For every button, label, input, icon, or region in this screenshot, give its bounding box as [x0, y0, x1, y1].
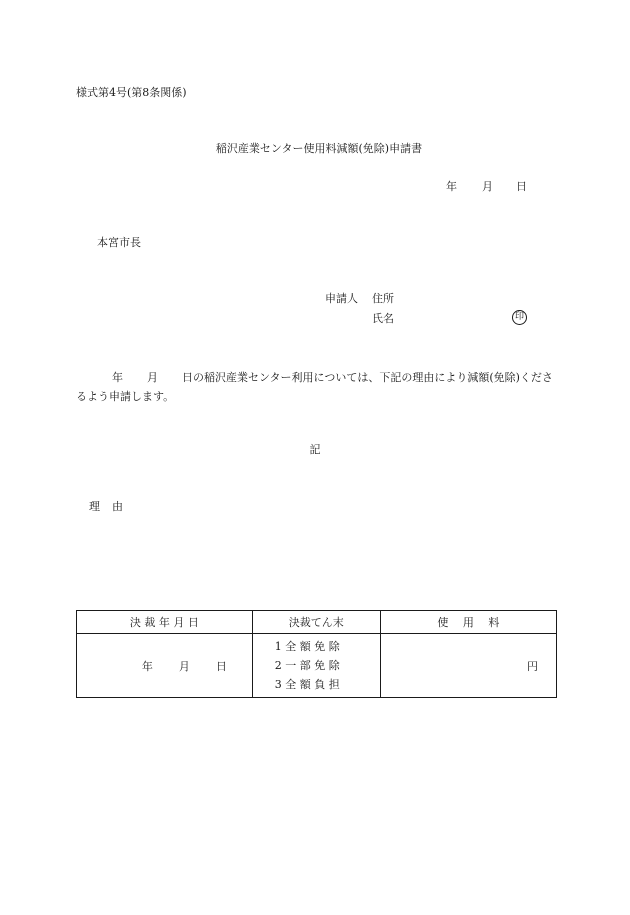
date-year-label: 年 — [446, 180, 457, 193]
reason-label — [89, 501, 123, 512]
name-label: 氏名 — [372, 312, 394, 325]
document-title: 稲沢産業センター使用料減額(免除)申請書 — [215, 142, 423, 155]
header-decision-date: 決 裁 年 月 日 — [77, 611, 253, 634]
table-row — [77, 634, 557, 698]
applicant-label: 申請人 — [325, 292, 358, 305]
body-year-label: 年 — [112, 371, 123, 384]
option-full-exemption: 1 全 額 免 除 — [274, 640, 340, 653]
cell-month-label: 月 — [178, 659, 190, 673]
cell-day-label: 日 — [215, 659, 227, 673]
decision-date-cell — [77, 634, 253, 698]
header-decision-outcome: 決裁てん末 — [252, 611, 380, 634]
usage-fee-cell — [380, 634, 556, 698]
date-month-label: 月 — [482, 180, 493, 193]
ki-heading: 記 — [309, 443, 321, 456]
table-header-row — [77, 611, 557, 634]
option-partial-exemption: 2 一 部 免 除 — [274, 659, 340, 672]
body-text: 日の稲沢産業センター利用については、下記の理由により減額(免除)くださるよう申請します。 — [76, 371, 553, 403]
fee-unit: 円 — [527, 659, 538, 673]
addressee: 本宮市長 — [97, 236, 141, 249]
reason-label-char-1: 理 — [89, 500, 100, 513]
cell-year-label: 年 — [141, 659, 153, 673]
body-month-label: 月 — [147, 371, 158, 384]
date-day-label: 日 — [516, 180, 527, 193]
header-usage-fee: 使 用 料 — [380, 611, 556, 634]
request-paragraph — [76, 368, 554, 406]
address-label: 住所 — [372, 292, 394, 305]
option-full-payment: 3 全 額 負 担 — [274, 678, 340, 691]
form-number: 様式第4号(第8条関係) — [76, 86, 187, 99]
seal-mark-icon: 印 — [512, 310, 527, 325]
decision-outcome-cell — [252, 634, 380, 698]
decision-table — [76, 610, 557, 698]
reason-label-char-2: 由 — [112, 500, 123, 513]
